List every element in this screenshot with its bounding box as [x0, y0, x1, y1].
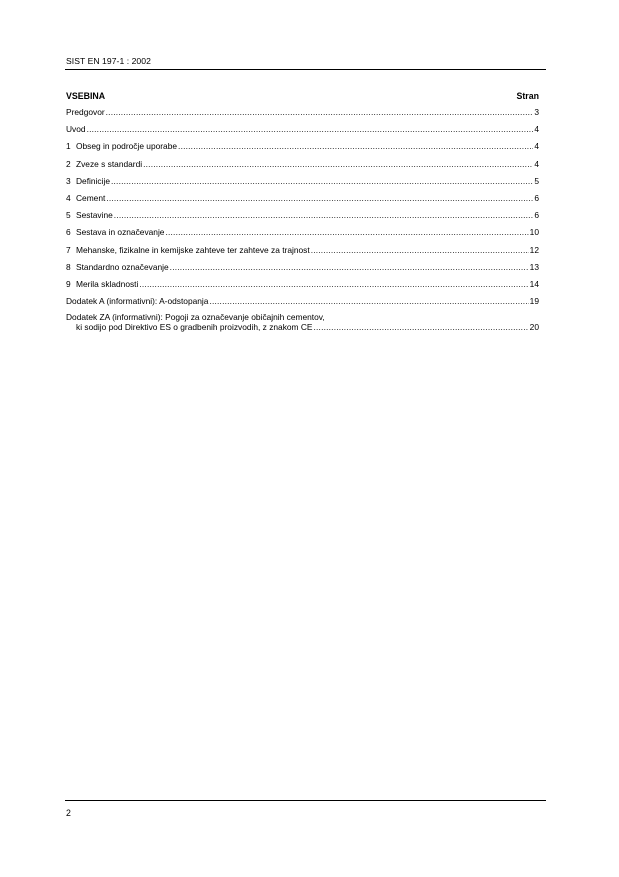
toc-leader-dots: [114, 209, 534, 221]
toc-entry-number: 2: [66, 158, 71, 169]
toc-entry-title-line1: Dodatek ZA (informativni): Pogoji za označevanje običajnih cementov,: [66, 312, 325, 323]
toc-entry[interactable]: [66, 158, 539, 175]
toc-entry-title: Predgovor: [66, 107, 105, 117]
toc-entry-page: 4: [534, 141, 539, 152]
page-number: 2: [66, 808, 71, 818]
toc-leader-dots: [143, 158, 533, 170]
toc-entry-title: Merila skladnosti: [76, 278, 139, 289]
toc-entry-page: 12: [529, 244, 539, 255]
toc-entry[interactable]: [66, 192, 539, 209]
toc-leader-dots: [165, 226, 528, 238]
toc-entry-page: 4: [534, 124, 539, 135]
toc-entry-title: Definicije: [76, 175, 110, 186]
toc-leader-dots: [178, 140, 533, 152]
toc-entry[interactable]: [66, 106, 539, 123]
toc-entry-page: 14: [529, 278, 539, 289]
toc-leader-dots: [209, 295, 528, 307]
toc-leader-dots: [313, 322, 528, 332]
toc-entry-title: Zveze s standardi: [76, 158, 143, 169]
toc-entry-page: 19: [529, 296, 539, 307]
toc-leader-dots: [311, 244, 529, 256]
header-divider: [65, 69, 546, 70]
toc-entry-title: Standardno označevanje: [76, 261, 169, 272]
toc-heading-row: [66, 90, 539, 102]
toc-entry-title: Cement: [76, 192, 106, 203]
toc-entry[interactable]: [66, 175, 539, 192]
toc-entry[interactable]: [66, 209, 539, 226]
toc-leader-dots: [106, 192, 533, 204]
toc-entry-title: Sestava in označevanje: [76, 227, 165, 238]
toc-entry[interactable]: [66, 140, 539, 157]
toc-entry-page: 5: [534, 175, 539, 186]
toc-entry-page: 20: [529, 322, 539, 333]
toc-entry-title: Sestavine: [76, 210, 113, 221]
toc-entry-number: 8: [66, 261, 71, 272]
toc-entry[interactable]: [66, 295, 539, 312]
toc-title: VSEBINA: [66, 91, 106, 101]
toc-entry-number: 3: [66, 175, 71, 186]
toc-entry-title: Obseg in področje uporabe: [76, 141, 178, 152]
toc-leader-dots: [111, 175, 533, 187]
toc-entry-title: Dodatek A (informativni): A-odstopanja: [66, 296, 209, 307]
toc-leader-dots: [170, 261, 529, 273]
toc-entry[interactable]: [66, 226, 539, 243]
toc-leader-dots: [139, 278, 528, 290]
toc-entry-page: 6: [534, 210, 539, 221]
toc-entry-page: 4: [534, 158, 539, 169]
toc-leader-dots: [106, 106, 534, 118]
document-header-id: SIST EN 197-1 : 2002: [66, 56, 151, 66]
toc-entry-page: 10: [529, 227, 539, 238]
toc-entry-number: 5: [66, 210, 71, 221]
toc-entry-number: 9: [66, 278, 71, 289]
toc-leader-dots: [87, 123, 534, 135]
toc-entry[interactable]: [66, 123, 539, 140]
toc-entry-number: 1: [66, 141, 71, 152]
toc-entry-title: Mehanske, fizikalne in kemijske zahteve ter zahteve za trajnost: [76, 244, 310, 255]
footer-divider: [65, 800, 546, 801]
toc-entry-title: Uvod: [66, 124, 86, 135]
toc-entry-annex-za[interactable]: [66, 312, 539, 332]
toc-entry[interactable]: [66, 278, 539, 295]
toc-entry-number: 7: [66, 244, 71, 255]
toc-entry-page: 13: [529, 261, 539, 272]
toc-entry[interactable]: [66, 261, 539, 278]
toc-entry-number: 4: [66, 192, 71, 203]
toc-page-column-label: Stran: [516, 91, 539, 101]
table-of-contents: [66, 90, 539, 332]
toc-entry-number: 6: [66, 227, 71, 238]
toc-entry-page: 3: [534, 107, 539, 117]
toc-entry-page: 6: [534, 192, 539, 203]
toc-entry-title-line2: ki sodijo pod Direktivo ES o gradbenih proizvodih, z znakom CE: [76, 322, 313, 333]
toc-entry[interactable]: [66, 244, 539, 261]
